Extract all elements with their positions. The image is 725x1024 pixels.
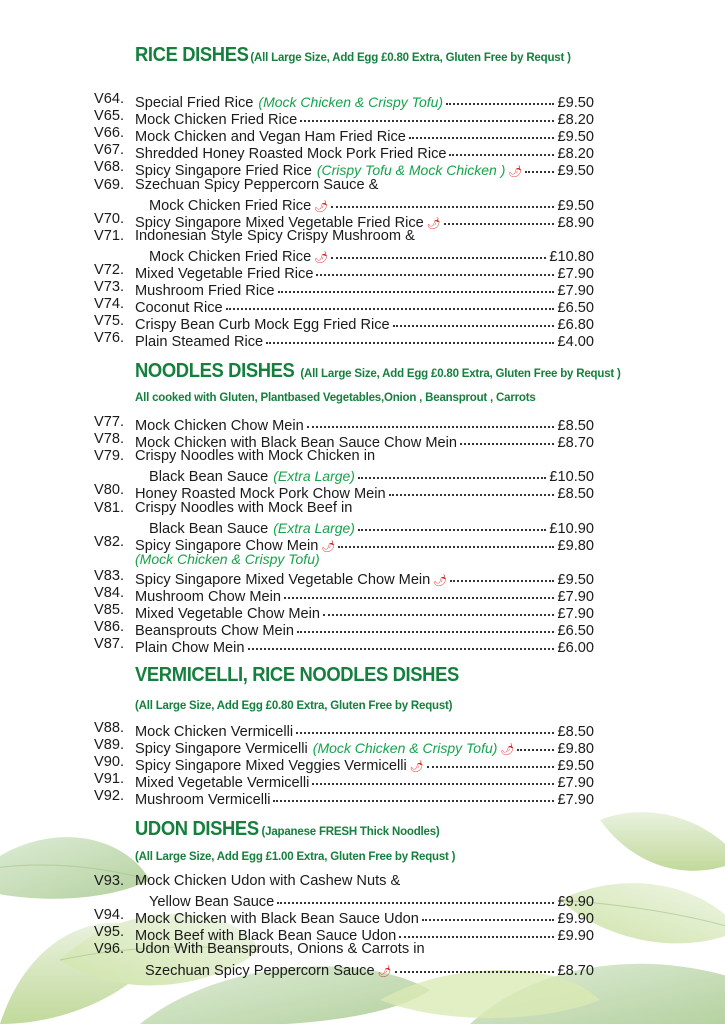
- item-code: V79.: [94, 448, 125, 465]
- chili-pepper-icon: 🌶: [409, 761, 424, 774]
- menu-item-row: [0, 108, 725, 129]
- item-code: V70.: [94, 210, 125, 227]
- menu-item-row: [0, 330, 725, 351]
- item-code: V93.: [94, 873, 125, 889]
- item-price: £8.20: [557, 146, 594, 163]
- item-price: £10.80: [549, 248, 594, 265]
- dot-leader: [525, 157, 554, 173]
- item-name: Indonesian Style Spicy Crispy Mushroom &: [135, 227, 415, 244]
- item-name: Mock Beef with Black Bean Sauce Udon: [135, 928, 397, 945]
- item-code: V90.: [94, 754, 125, 771]
- item-note: (Mock Chicken & Crispy Tofu): [135, 550, 320, 567]
- dot-leader: [358, 463, 546, 479]
- dot-leader: [358, 515, 546, 531]
- menu-item-row: [0, 296, 725, 317]
- item-name: Mushroom Fried Rice: [135, 283, 275, 300]
- item-name: Spicy Singapore Chow Mein: [135, 537, 319, 554]
- item-price: £7.90: [557, 775, 594, 792]
- section-title: UDON DISHES: [135, 818, 259, 840]
- item-note: (Extra Large): [273, 468, 355, 485]
- menu-item-row: [0, 414, 725, 434]
- section-title: VERMICELLI, RICE NOODLES DISHES: [135, 664, 459, 686]
- dot-leader: [422, 905, 555, 921]
- dot-leader: [297, 617, 554, 633]
- item-code: V89.: [94, 737, 125, 754]
- dot-leader: [331, 243, 546, 259]
- item-name: Crispy Bean Curb Mock Egg Fried Rice: [135, 317, 390, 334]
- menu-item-row: [0, 210, 725, 231]
- item-body: [135, 788, 594, 809]
- item-name: Spicy Singapore Vermicelli: [135, 741, 308, 758]
- dot-leader: [284, 583, 554, 599]
- chili-pepper-icon: 🌶: [314, 251, 329, 264]
- item-name: Special Fried Rice: [135, 95, 254, 111]
- item-price: £9.80: [557, 741, 594, 758]
- item-code: V86.: [94, 619, 125, 636]
- dot-leader: [460, 429, 554, 445]
- section-title: RICE DISHES: [135, 44, 249, 66]
- dot-leader: [338, 532, 554, 548]
- item-price: £6.00: [557, 640, 594, 657]
- dot-leader: [277, 888, 554, 904]
- item-code: V76.: [94, 330, 125, 347]
- section-heading: [135, 360, 621, 383]
- chili-pepper-icon: 🌶: [426, 217, 441, 230]
- item-name: Szechuan Spicy Peppercorn Sauce: [145, 962, 375, 979]
- item-code: V71.: [94, 227, 125, 244]
- dot-leader: [427, 752, 555, 768]
- item-price: £6.50: [557, 300, 594, 317]
- dot-leader: [331, 192, 554, 208]
- item-note: (Mock Chicken & Crispy Tofu): [312, 740, 498, 757]
- item-price: £7.90: [557, 266, 594, 282]
- item-note: (Mock Chicken & Crispy Tofu): [258, 94, 444, 110]
- item-name: Mushroom Vermicelli: [135, 792, 271, 809]
- dot-leader: [446, 89, 554, 105]
- dot-leader: [450, 566, 554, 582]
- dot-leader: [399, 922, 554, 938]
- item-code: V72.: [94, 262, 125, 278]
- item-code: V78.: [94, 431, 125, 448]
- item-code: V87.: [94, 636, 125, 653]
- dot-leader: [278, 277, 555, 293]
- item-code: V80.: [94, 482, 125, 499]
- menu-item-row: [0, 194, 725, 214]
- menu-item-row: [0, 959, 725, 979]
- dot-leader: [296, 718, 554, 734]
- dot-leader: [409, 123, 555, 139]
- item-note: (Extra Large): [273, 519, 355, 536]
- section-subnote: (All Large Size, Add Egg £0.80 Extra, Gluten Free by Requst): [135, 700, 453, 712]
- menu-item-row: [0, 737, 725, 758]
- menu-item-row: [0, 465, 725, 486]
- item-name: Szechuan Spicy Peppercorn Sauce &: [135, 176, 379, 193]
- item-name: Mock Chicken Fried Rice: [135, 112, 298, 129]
- item-name: Mock Chicken Fried Rice: [149, 248, 312, 265]
- menu-item-row: [0, 890, 725, 911]
- item-name: Honey Roasted Mock Pork Chow Mein: [135, 486, 386, 503]
- section-title: NOODLES DISHES: [135, 360, 295, 382]
- item-price: £6.50: [557, 623, 594, 640]
- item-code: V91.: [94, 771, 125, 788]
- item-name: Mock Chicken with Black Bean Sauce Chow Mein: [135, 435, 458, 452]
- item-name: Udon With Beansprouts, Onions & Carrots in: [135, 941, 425, 958]
- item-code: V83.: [94, 567, 125, 584]
- section-note: (All Large Size, Add Egg £0.80 Extra, Gluten Free by Requst ): [250, 52, 571, 64]
- dot-leader: [266, 328, 554, 344]
- item-name: Mixed Vegetable Chow Mein: [135, 606, 320, 623]
- item-code: V85.: [94, 602, 125, 619]
- item-price: £10.50: [549, 469, 594, 486]
- chili-pepper-icon: 🌶: [377, 965, 392, 978]
- item-price: £8.70: [557, 435, 594, 452]
- item-name: Spicy Singapore Mixed Vegetable Chow Mein: [135, 571, 431, 588]
- menu-item-row: [0, 907, 725, 928]
- item-price: £9.50: [557, 758, 594, 775]
- item-name: Coconut Rice: [135, 300, 223, 317]
- item-price: £9.50: [557, 571, 594, 588]
- item-price: £9.50: [557, 95, 594, 111]
- item-name: Mock Chicken Udon with Cashew Nuts &: [135, 873, 401, 889]
- menu-item-row: [0, 941, 725, 958]
- item-name: Crispy Noodles with Mock Chicken in: [135, 448, 376, 465]
- item-code: V95.: [94, 924, 125, 941]
- dot-leader: [517, 735, 554, 751]
- item-name: Spicy Singapore Fried Rice: [135, 163, 312, 180]
- item-price: £8.50: [557, 418, 594, 434]
- menu-item-row: [0, 142, 725, 163]
- item-name: Mock Chicken Chow Mein: [135, 418, 304, 434]
- item-body: [135, 330, 594, 351]
- item-price: £9.80: [557, 537, 594, 554]
- item-name: Mushroom Chow Mein: [135, 589, 281, 605]
- item-price: £7.90: [557, 606, 594, 623]
- item-code: V67.: [94, 142, 125, 159]
- menu-item-row: [0, 636, 725, 657]
- item-name: Yellow Bean Sauce: [149, 894, 275, 911]
- menu-item-row: [0, 125, 725, 146]
- item-name: Crispy Noodles with Mock Beef in: [135, 499, 353, 516]
- dot-leader: [393, 311, 555, 327]
- section-note: (All Large Size, Add Egg £0.80 Extra, Gluten Free by Requst ): [300, 368, 621, 380]
- chili-pepper-icon: 🌶: [433, 574, 448, 587]
- chili-pepper-icon: 🌶: [500, 744, 515, 757]
- dot-leader: [395, 957, 555, 973]
- dot-leader: [307, 412, 555, 428]
- item-note: (Crispy Tofu & Mock Chicken ): [316, 162, 506, 179]
- item-name: Beansprouts Chow Mein: [135, 623, 294, 640]
- item-price: £8.90: [557, 214, 594, 231]
- menu-item-row: [0, 482, 725, 503]
- chili-pepper-icon: 🌶: [508, 166, 523, 179]
- item-price: £7.90: [557, 283, 594, 300]
- item-price: £7.90: [557, 792, 594, 809]
- menu-item-row: [0, 924, 725, 945]
- dot-leader: [273, 786, 554, 802]
- section-heading: [135, 44, 571, 67]
- dot-leader: [248, 634, 555, 650]
- section-note: (Japanese FRESH Thick Noodles): [261, 826, 440, 838]
- dot-leader: [323, 600, 555, 616]
- section-heading: [135, 664, 487, 687]
- dot-leader: [316, 260, 554, 276]
- menu-item-subnote-row: [0, 551, 725, 568]
- dot-leader: [449, 140, 554, 156]
- menu-item-row: [0, 720, 725, 740]
- item-name: Spicy Singapore Mixed Veggies Vermicelli: [135, 758, 407, 775]
- item-price: £9.90: [557, 928, 594, 945]
- menu-item-row: [0, 533, 725, 554]
- item-code: V68.: [94, 159, 125, 176]
- item-code: V77.: [94, 414, 125, 430]
- item-code: V64.: [94, 91, 125, 107]
- dot-leader: [389, 480, 555, 496]
- item-name: Mixed Vegetable Fried Rice: [135, 266, 314, 282]
- item-code: V84.: [94, 585, 125, 601]
- item-name: Spicy Singapore Mixed Vegetable Fried Rice: [135, 214, 424, 231]
- dot-leader: [300, 106, 554, 122]
- item-name: Plain Steamed Rice: [135, 334, 264, 351]
- chili-pepper-icon: 🌶: [321, 540, 336, 553]
- item-name: Mock Chicken Vermicelli: [135, 724, 294, 740]
- item-price: £9.50: [557, 129, 594, 146]
- item-code: V74.: [94, 296, 125, 313]
- item-code: V94.: [94, 907, 125, 924]
- item-code: V82.: [94, 533, 125, 550]
- section-subnote: (All Large Size, Add Egg £1.00 Extra, Gluten Free by Requst ): [135, 851, 456, 863]
- section-subnote: All cooked with Gluten, Plantbased Vegetables,Onion , Beansprout , Carrots: [135, 392, 536, 404]
- item-name: Mock Chicken with Black Bean Sauce Udon: [135, 911, 419, 928]
- item-code: V73.: [94, 279, 125, 296]
- item-name: Mixed Vegetable Vermicelli: [135, 775, 310, 792]
- item-code: V81.: [94, 499, 125, 516]
- item-price: £10.90: [549, 520, 594, 537]
- item-price: £7.90: [557, 589, 594, 605]
- item-body: [135, 636, 594, 657]
- item-name: Black Bean Sauce: [149, 469, 269, 486]
- item-name: Black Bean Sauce: [149, 520, 269, 537]
- section-heading: [135, 818, 440, 841]
- item-price: £9.90: [557, 894, 594, 911]
- item-name: Shredded Honey Roasted Mock Pork Fried Rice: [135, 146, 447, 163]
- item-price: £8.20: [557, 112, 594, 129]
- item-code: V75.: [94, 313, 125, 330]
- menu-item-row: [0, 159, 725, 180]
- item-code: V66.: [94, 125, 125, 142]
- item-code: V92.: [94, 788, 125, 805]
- item-price: £8.50: [557, 486, 594, 503]
- item-name: Mock Chicken Fried Rice: [149, 197, 312, 214]
- dot-leader: [226, 294, 555, 310]
- item-name: Plain Chow Mein: [135, 640, 245, 657]
- menu-item-row: [0, 431, 725, 452]
- item-body: [145, 959, 594, 981]
- item-price: £6.80: [557, 317, 594, 334]
- item-code: V88.: [94, 720, 125, 736]
- dot-leader: [444, 209, 555, 225]
- item-price: £8.50: [557, 724, 594, 740]
- item-code: V69.: [94, 176, 125, 193]
- item-code: V96.: [94, 941, 125, 958]
- item-price: £9.50: [557, 197, 594, 214]
- item-price: £9.50: [557, 163, 594, 180]
- item-price: £4.00: [557, 334, 594, 351]
- item-price: £9.90: [557, 911, 594, 928]
- item-code: V65.: [94, 108, 125, 125]
- menu-item-row: [0, 788, 725, 809]
- chili-pepper-icon: 🌶: [314, 200, 329, 213]
- item-name: Mock Chicken and Vegan Ham Fried Rice: [135, 129, 406, 146]
- dot-leader: [312, 769, 554, 785]
- item-price: £8.70: [557, 962, 594, 979]
